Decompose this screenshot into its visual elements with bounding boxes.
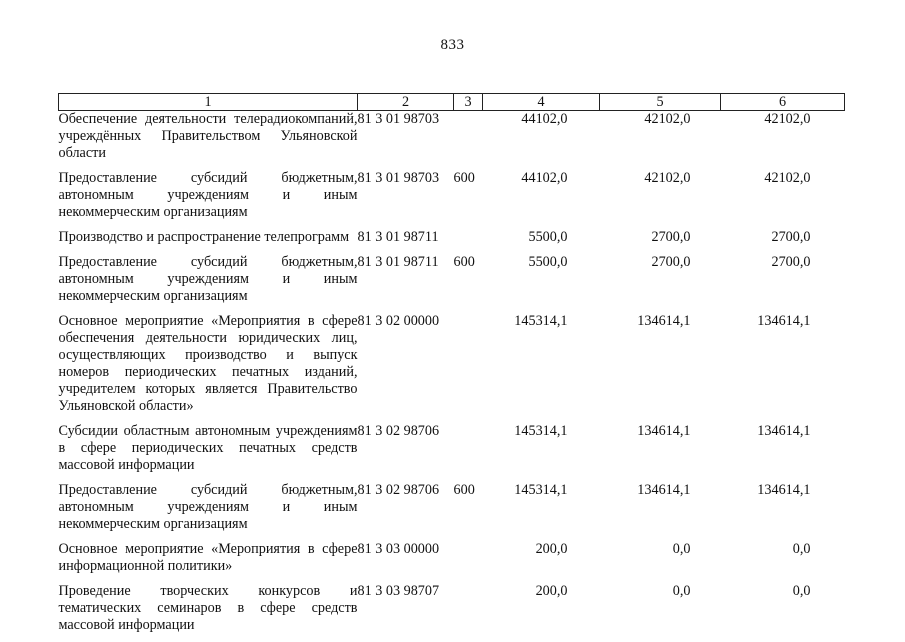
table-row <box>59 423 845 482</box>
row-expense-type <box>454 111 483 171</box>
page-number: 833 <box>440 37 465 53</box>
row-name: Предоставление субсидий бюджетным, автономным учреждениям и иным некоммерческим организациям <box>58 170 358 220</box>
row-expense-type <box>454 229 483 254</box>
row-value-col4: 44102,0 <box>521 111 568 127</box>
row-value-col6: 2700,0 <box>771 254 811 270</box>
row-expense-type <box>454 583 483 642</box>
budget-table <box>58 93 845 642</box>
row-value-col5: 42102,0 <box>644 170 691 186</box>
row-name: Субсидии областным автономным учреждениям в сфере периодических печатных средств массовой информации <box>58 423 358 473</box>
row-value-col4: 44102,0 <box>521 170 568 186</box>
row-value-col5: 0,0 <box>672 541 691 557</box>
header-col-4: 4 <box>483 94 600 111</box>
row-name: Предоставление субсидий бюджетным, автономным учреждениям и иным некоммерческим организациям <box>58 254 358 304</box>
row-value-col6: 134614,1 <box>757 423 811 439</box>
row-value-col4: 200,0 <box>535 583 568 599</box>
row-value-col6: 42102,0 <box>764 111 811 127</box>
table-row <box>59 482 845 541</box>
header-col-3: 3 <box>454 94 483 111</box>
table-row <box>59 170 845 229</box>
row-code: 81 3 01 98711 <box>357 254 439 270</box>
row-code: 81 3 03 98707 <box>357 583 440 599</box>
row-value-col5: 134614,1 <box>637 313 691 329</box>
row-code: 81 3 01 98711 <box>357 229 439 245</box>
row-expense-type: 600 <box>453 482 475 498</box>
row-name: Предоставление субсидий бюджетным, автономным учреждениям и иным некоммерческим организациям <box>58 482 358 532</box>
header-col-1: 1 <box>59 94 358 111</box>
row-value-col4: 200,0 <box>535 541 568 557</box>
table-row <box>59 229 845 254</box>
row-value-col5: 134614,1 <box>637 423 691 439</box>
row-value-col6: 0,0 <box>792 541 811 557</box>
row-value-col5: 2700,0 <box>651 229 691 245</box>
header-col-5: 5 <box>600 94 721 111</box>
row-name: Проведение творческих конкурсов и тематических семинаров в сфере средств массовой информации <box>58 583 358 633</box>
row-value-col5: 42102,0 <box>644 111 691 127</box>
table-row <box>59 111 845 171</box>
row-expense-type: 600 <box>453 254 475 270</box>
row-value-col6: 134614,1 <box>757 313 811 329</box>
row-value-col6: 42102,0 <box>764 170 811 186</box>
row-expense-type <box>454 313 483 423</box>
header-col-6: 6 <box>721 94 845 111</box>
row-value-col5: 2700,0 <box>651 254 691 270</box>
row-value-col6: 2700,0 <box>771 229 811 245</box>
row-code: 81 3 02 00000 <box>357 313 440 329</box>
row-value-col4: 145314,1 <box>514 482 568 498</box>
row-value-col6: 0,0 <box>792 583 811 599</box>
table-row <box>59 254 845 313</box>
table-row <box>59 541 845 583</box>
row-code: 81 3 02 98706 <box>357 482 440 498</box>
row-name: Производство и распространение телепрограмм <box>58 229 350 245</box>
row-value-col4: 145314,1 <box>514 313 568 329</box>
row-code: 81 3 01 98703 <box>357 111 440 127</box>
row-name: Основное мероприятие «Мероприятия в сфере информационной политики» <box>58 541 358 574</box>
table-row <box>59 583 845 642</box>
row-expense-type: 600 <box>453 170 475 186</box>
row-value-col4: 5500,0 <box>528 229 568 245</box>
row-name: Обеспечение деятельности телерадиокомпаний, учреждённых Правительством Ульяновской области <box>58 111 358 161</box>
table-header-row <box>59 94 845 111</box>
row-value-col5: 0,0 <box>672 583 691 599</box>
row-value-col4: 5500,0 <box>528 254 568 270</box>
row-expense-type <box>454 541 483 583</box>
row-value-col4: 145314,1 <box>514 423 568 439</box>
row-code: 81 3 01 98703 <box>357 170 440 186</box>
row-expense-type <box>454 423 483 482</box>
table-row <box>59 313 845 423</box>
header-col-2: 2 <box>358 94 454 111</box>
row-code: 81 3 02 98706 <box>357 423 440 439</box>
row-value-col5: 134614,1 <box>637 482 691 498</box>
row-value-col6: 134614,1 <box>757 482 811 498</box>
row-code: 81 3 03 00000 <box>357 541 440 557</box>
row-name: Основное мероприятие «Мероприятия в сфере обеспечения деятельности юридических лиц, осуществляющих производство и выпуск номеров периодических печатных изданий, учредителем которых является Правительство Ульяновской области» <box>58 313 358 414</box>
